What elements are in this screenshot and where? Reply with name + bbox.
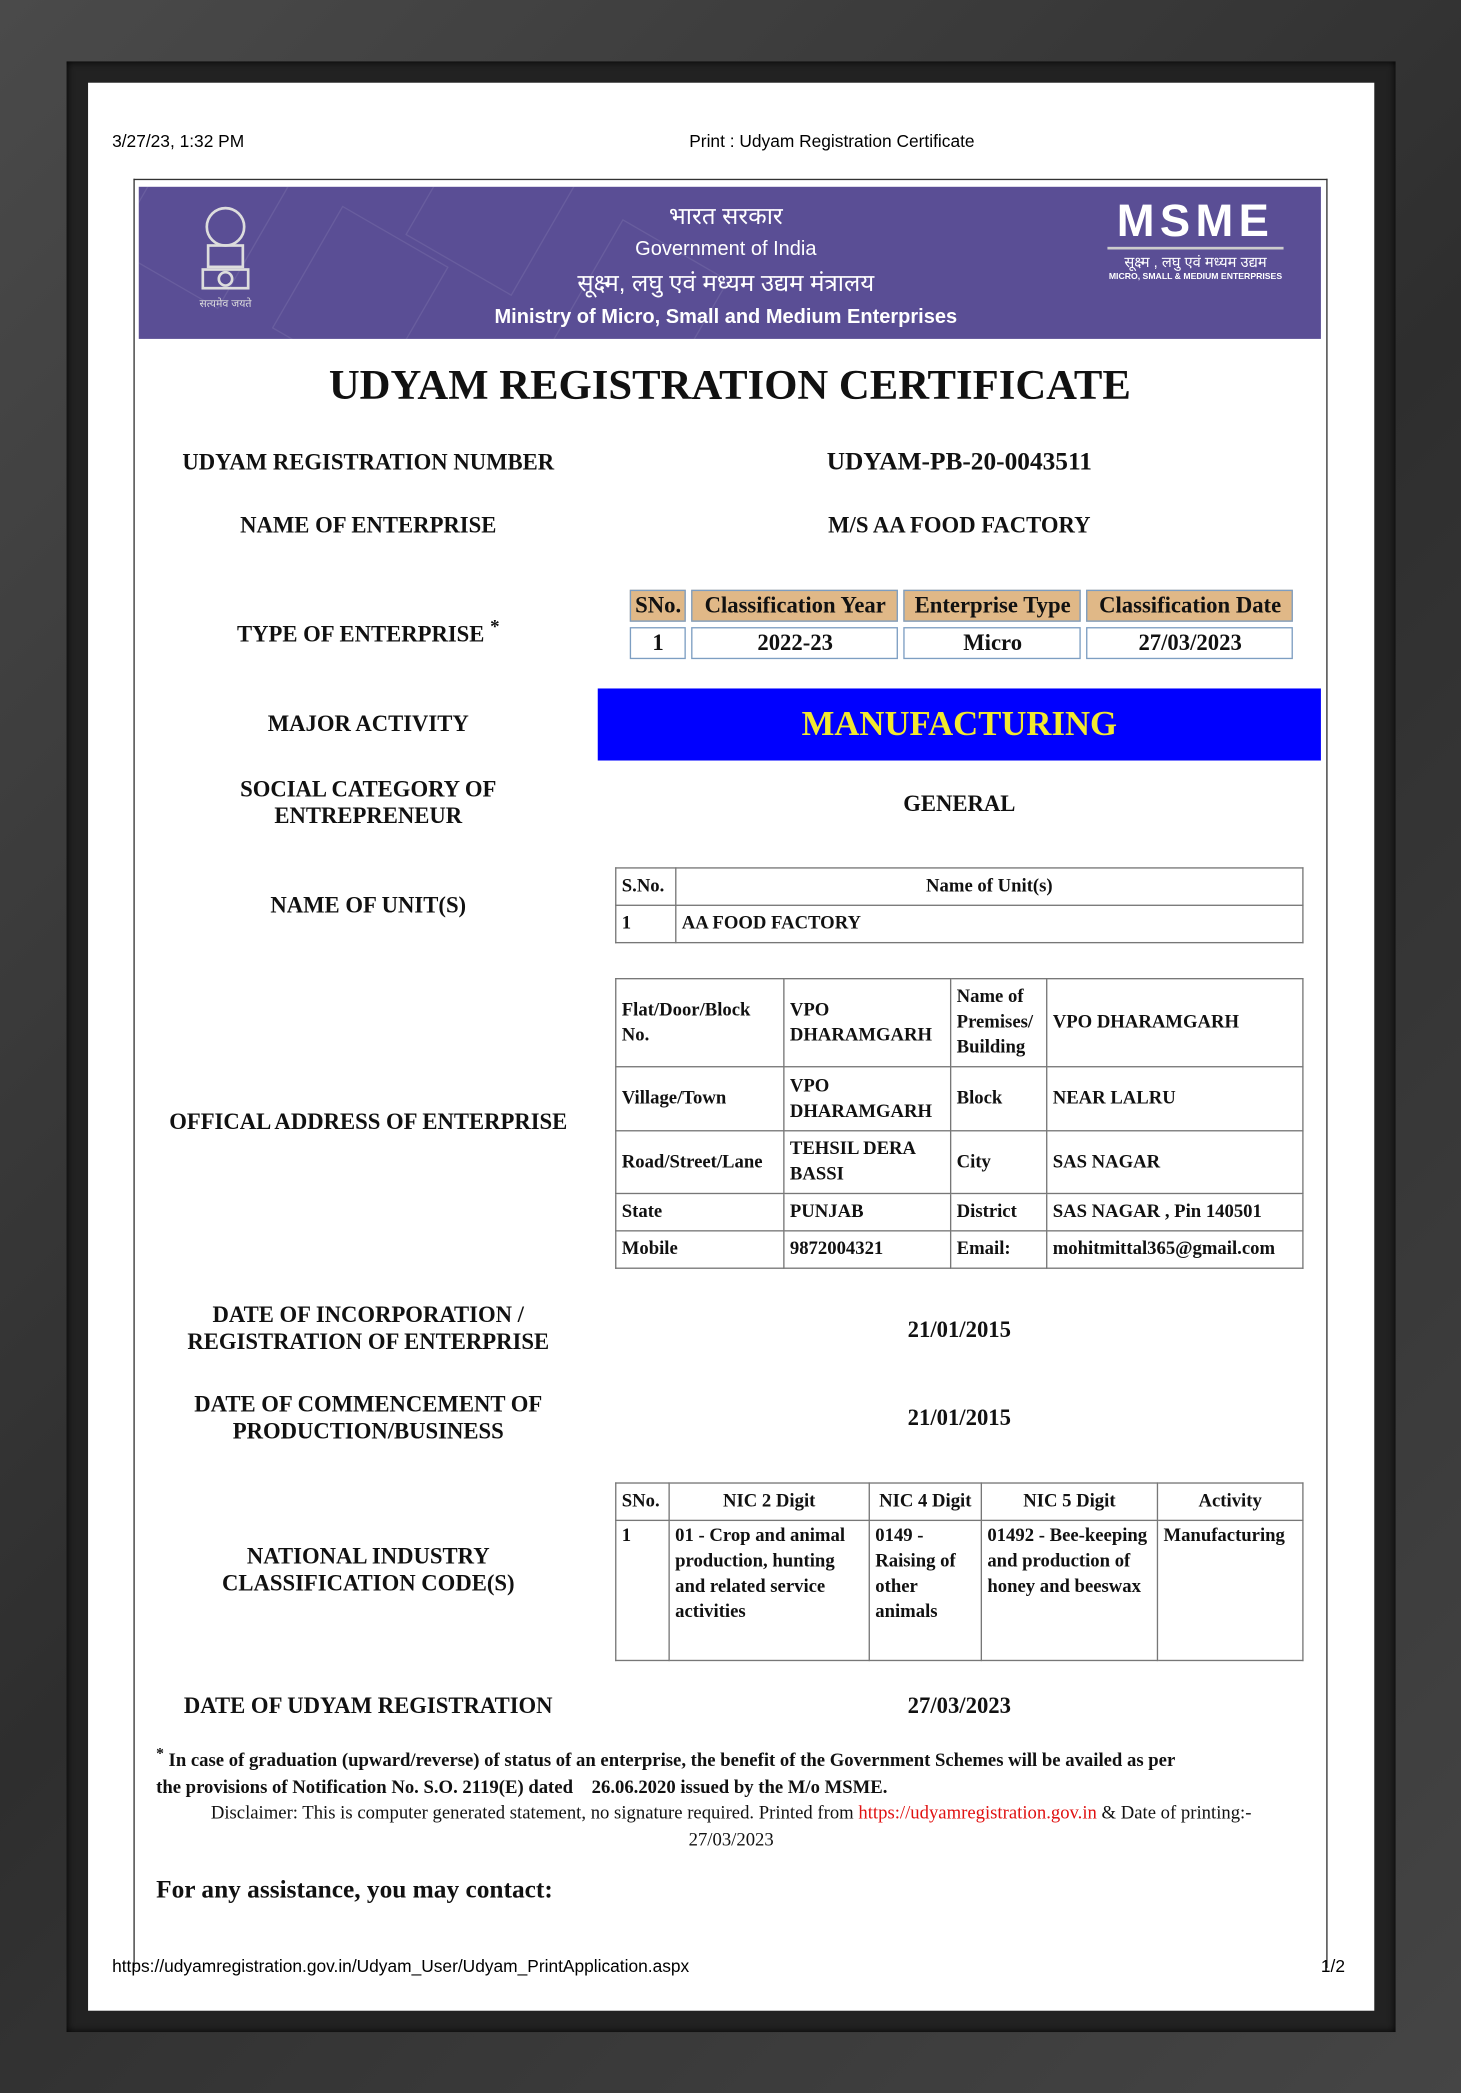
enterprise-name-label: NAME OF ENTERPRISE — [240, 512, 497, 538]
udyam-date-label: DATE OF UDYAM REGISTRATION — [183, 1693, 553, 1719]
enterprise-name-value: M/S AA FOOD FACTORY — [828, 512, 1091, 538]
banner-ministry: Ministry of Micro, Small and Medium Enterprises — [494, 305, 958, 329]
page-number: 1/2 — [1320, 1956, 1346, 1977]
table-row: Flat/Door/Block No. VPO DHARAMGARH Name of Premises/ Building VPO DHARAMGARH — [616, 979, 1303, 1067]
reg-number-value: UDYAM-PB-20-0043511 — [826, 448, 1092, 477]
page-title: UDYAM REGISTRATION CERTIFICATE — [328, 360, 1131, 409]
banner-hindi-ministry: सूक्ष्म, लघु एवं मध्यम उद्यम मंत्रालय — [577, 269, 875, 297]
commencement-label: DATE OF COMMENCEMENT OF PRODUCTION/BUSINESS — [194, 1391, 543, 1444]
address-table — [615, 978, 1303, 1269]
table-row: 1 01 - Crop and animal production, hunting and related service activities 0149 - Raising of other animals 01492 - Bee-keeping and production of honey and beeswax Manufacturing — [616, 1520, 1303, 1660]
social-category-label: SOCIAL CATEGORY OF ENTREPRENEUR — [240, 776, 497, 829]
units-label: NAME OF UNIT(S) — [270, 892, 467, 918]
assistance-heading: For any assistance, you may contact: — [156, 1875, 553, 1904]
banner-gov-of-india: Government of India — [635, 237, 817, 261]
gov-banner — [139, 187, 1321, 339]
table-row: Mobile 9872004321 Email: mohitmittal365@gmail.com — [616, 1231, 1303, 1268]
national-emblem-icon — [192, 203, 259, 307]
footnote: * In case of graduation (upward/reverse) of status of an enterprise, the benefit of the Government Schemes will be availed as per the provisions of Notification No. S.O. 2119(E) dated 26.06.2020 issued by the M/o MSME. — [156, 1745, 1176, 1799]
email-value: mohitmittal365@gmail.com — [1047, 1231, 1303, 1268]
major-activity-label: MAJOR ACTIVITY — [267, 711, 469, 737]
incorporation-value: 21/01/2015 — [907, 1316, 1011, 1343]
table-row: 1 AA FOOD FACTORY — [616, 905, 1303, 942]
table-row: 1 2022-23 Micro 27/03/2023 — [630, 627, 1294, 659]
address-label: OFFICAL ADDRESS OF ENTERPRISE — [169, 1108, 568, 1135]
print-footer-url: https://udyamregistration.gov.in/Udyam_User/Udyam_PrintApplication.aspx — [112, 1956, 690, 1977]
incorporation-label: DATE OF INCORPORATION / REGISTRATION OF ENTERPRISE — [187, 1302, 550, 1355]
disclaimer: Disclaimer: This is computer generated statement, no signature required. Printed from https://udyamregistration.gov.in & Date of printing:- 27/03/2023 — [210, 1803, 1252, 1851]
print-title: Print : Udyam Registration Certificate — [689, 130, 975, 151]
table-row: Village/Town VPO DHARAMGARH Block NEAR LALRU — [616, 1067, 1303, 1131]
reg-number-label: UDYAM REGISTRATION NUMBER — [182, 449, 555, 475]
banner-hindi-gov: भारत सरकार — [668, 202, 783, 230]
udyam-link[interactable]: https://udyamregistration.gov.in — [858, 1803, 1097, 1824]
msme-logo: MSME सूक्ष्म , लघु एवं मध्यम उद्यम MICRO, SMALL & MEDIUM ENTERPRISES — [1108, 196, 1283, 282]
nic-table: SNo. NIC 2 Digit NIC 4 Digit NIC 5 Digit Activity 1 01 - Crop and animal production, hunting and related service activities 0149 - Raising of other animals 01492 - Bee-keeping and production of honey and beeswax Manufacturing — [615, 1482, 1303, 1661]
commencement-value: 21/01/2015 — [907, 1404, 1011, 1431]
nic-label: NATIONAL INDUSTRY CLASSIFICATION CODE(S) — [221, 1543, 515, 1596]
print-datetime: 3/27/23, 1:32 PM — [112, 130, 245, 151]
type-label: TYPE OF ENTERPRISE * — [236, 616, 500, 647]
emblem-motto: सत्यमेव जयते — [199, 297, 252, 310]
classification-table: SNo. Classification Year Enterprise Type Classification Date 1 2022-23 Micro 27/03/2023 — [624, 584, 1298, 664]
major-activity-value: MANUFACTURING — [598, 688, 1321, 760]
units-table: S.No. Name of Unit(s) 1 AA FOOD FACTORY — [615, 867, 1303, 943]
udyam-date-value: 27/03/2023 — [907, 1693, 1011, 1719]
social-category-value: GENERAL — [903, 791, 1016, 817]
table-row: State PUNJAB District SAS NAGAR , Pin 140501 — [616, 1193, 1303, 1230]
table-row: Road/Street/Lane TEHSIL DERA BASSI City SAS NAGAR — [616, 1131, 1303, 1194]
